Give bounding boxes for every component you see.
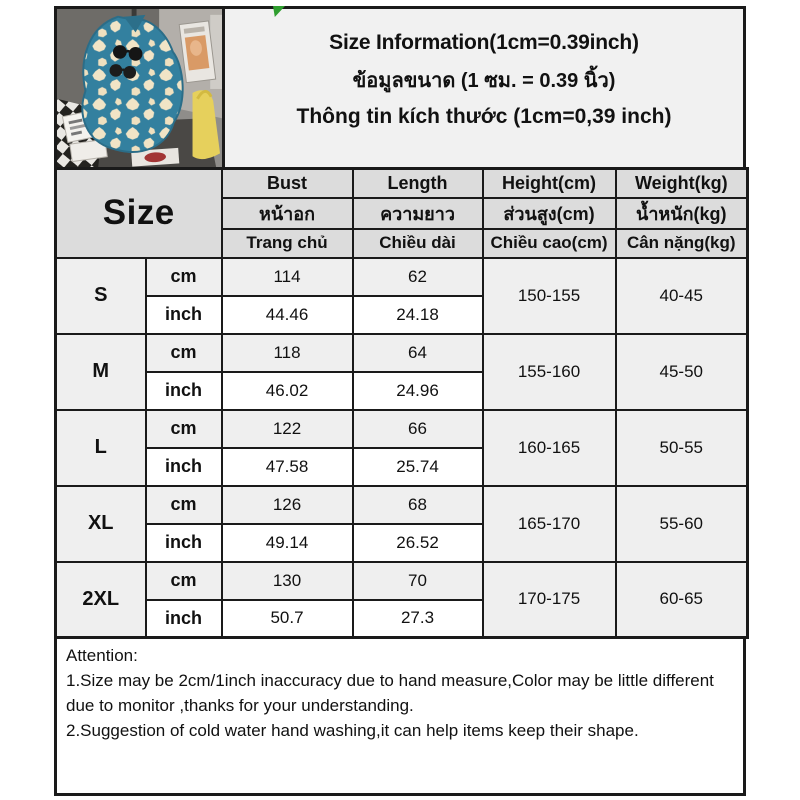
unit-label-cm: cm <box>146 334 222 372</box>
bust-cm-value: 118 <box>222 334 353 372</box>
size-label-2xl: 2XL <box>56 562 146 638</box>
title-vietnamese: Thông tin kích thước (1cm=0,39 inch) <box>296 105 672 128</box>
attention-note-1: 1.Size may be 2cm/1inch inaccuracy due to hand measure,Color may be little different due to monitor ,thanks for your understanding. <box>66 670 714 715</box>
title-english: Size Information(1cm=0.39inch) <box>329 31 639 54</box>
header-height-vi: Chiều cao(cm) <box>483 229 616 258</box>
unit-label-inch: inch <box>146 600 222 638</box>
unit-label-cm: cm <box>146 562 222 600</box>
title-block <box>225 9 743 167</box>
length-inch-value: 24.96 <box>353 372 483 410</box>
size-label-s: S <box>56 258 146 334</box>
header-length-en: Length <box>353 169 483 198</box>
length-inch-value: 27.3 <box>353 600 483 638</box>
length-inch-value: 26.52 <box>353 524 483 562</box>
header-weight-vi: Cân nặng(kg) <box>616 229 748 258</box>
length-cm-value: 62 <box>353 258 483 296</box>
unit-label-inch: inch <box>146 524 222 562</box>
product-photo-illustration <box>57 9 222 167</box>
corner-size-label: Size <box>56 169 222 258</box>
bust-cm-value: 130 <box>222 562 353 600</box>
size-chart-sheet <box>54 6 746 796</box>
bust-inch-value: 49.14 <box>222 524 353 562</box>
header-bust-en: Bust <box>222 169 353 198</box>
header-bust-th: หน้าอก <box>222 198 353 229</box>
unit-label-cm: cm <box>146 410 222 448</box>
size-label-l: L <box>56 410 146 486</box>
size-label-m: M <box>56 334 146 410</box>
length-cm-value: 66 <box>353 410 483 448</box>
header-length-vi: Chiều dài <box>353 229 483 258</box>
length-cm-value: 70 <box>353 562 483 600</box>
header-section <box>54 6 746 170</box>
bust-cm-value: 122 <box>222 410 353 448</box>
height-range: 160-165 <box>483 410 616 486</box>
unit-label-inch: inch <box>146 372 222 410</box>
weight-range: 60-65 <box>616 562 748 638</box>
unit-label-cm: cm <box>146 258 222 296</box>
bust-inch-value: 44.46 <box>222 296 353 334</box>
header-weight-th: น้ำหนัก(kg) <box>616 198 748 229</box>
length-inch-value: 24.18 <box>353 296 483 334</box>
size-table <box>54 167 749 639</box>
unit-label-cm: cm <box>146 486 222 524</box>
length-inch-value: 25.74 <box>353 448 483 486</box>
bust-inch-value: 47.58 <box>222 448 353 486</box>
bust-inch-value: 50.7 <box>222 600 353 638</box>
length-cm-value: 64 <box>353 334 483 372</box>
unit-label-inch: inch <box>146 448 222 486</box>
header-weight-en: Weight(kg) <box>616 169 748 198</box>
header-length-th: ความยาว <box>353 198 483 229</box>
height-range: 170-175 <box>483 562 616 638</box>
product-photo <box>57 9 225 167</box>
header-bust-vi: Trang chủ <box>222 229 353 258</box>
height-range: 150-155 <box>483 258 616 334</box>
header-height-th: ส่วนสูง(cm) <box>483 198 616 229</box>
bust-inch-value: 46.02 <box>222 372 353 410</box>
header-height-en: Height(cm) <box>483 169 616 198</box>
unit-label-inch: inch <box>146 296 222 334</box>
attention-note-2: 2.Suggestion of cold water hand washing,it can help items keep their shape. <box>66 720 639 740</box>
weight-range: 45-50 <box>616 334 748 410</box>
attention-box <box>54 636 746 796</box>
height-range: 155-160 <box>483 334 616 410</box>
attention-heading: Attention: <box>66 646 138 665</box>
weight-range: 50-55 <box>616 410 748 486</box>
weight-range: 40-45 <box>616 258 748 334</box>
height-range: 165-170 <box>483 486 616 562</box>
bust-cm-value: 126 <box>222 486 353 524</box>
weight-range: 55-60 <box>616 486 748 562</box>
title-thai: ข้อมูลขนาด (1 ซม. = 0.39 นิ้ว) <box>352 70 616 92</box>
size-label-xl: XL <box>56 486 146 562</box>
length-cm-value: 68 <box>353 486 483 524</box>
bust-cm-value: 114 <box>222 258 353 296</box>
